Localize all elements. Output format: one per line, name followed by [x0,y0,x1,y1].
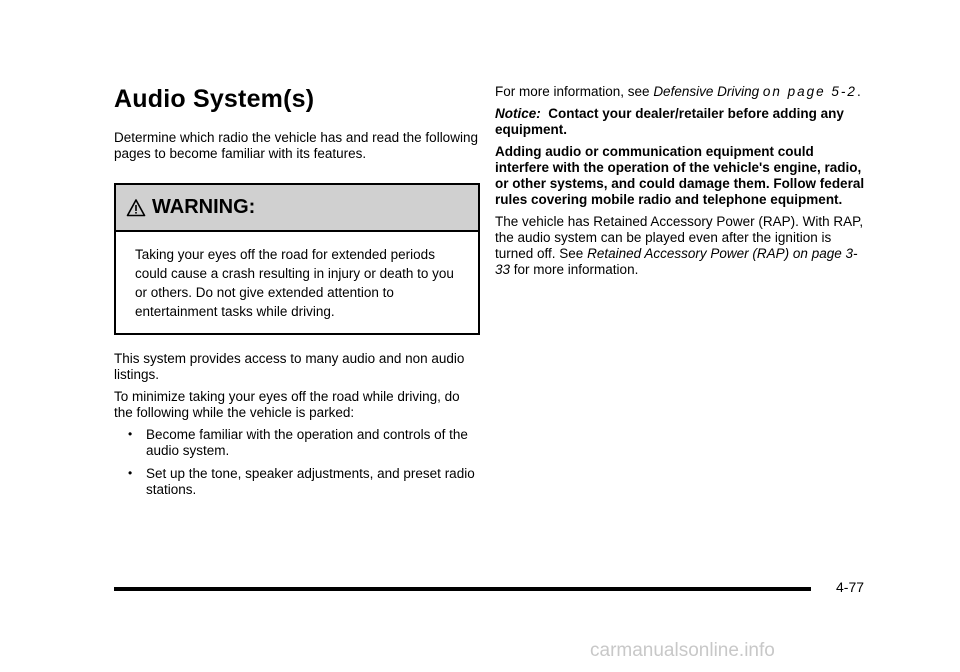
intro-paragraph: Determine which radio the vehicle has and read the following pages to become familiar with its features. [114,130,478,161]
warning-body: Taking your eyes off the road for extended periods could cause a crash resulting in injury or death to you or others. Do not give extended attention to entertainment tasks while driving. [135,247,454,319]
warning-header [116,185,478,232]
watermark: carmanualsonline.info [590,640,775,661]
warning-title: WARNING: [152,196,256,218]
notice-label: Notice: [495,106,541,121]
paragraph-equipment-warning: Adding audio or communication equipment could interfere with the operation of the vehicle's engine, radio, or other systems, and could damage them. Follow federal rules covering mobile radio and telephone equipment. [495,144,865,207]
defensive-driving-link[interactable]: Defensive Driving [653,84,760,99]
page-number: 4-77 [836,579,865,595]
warning-triangle-icon [126,198,146,218]
page-reference: on page 5-2 [762,84,857,99]
left-column [114,84,480,505]
bullet-icon: • [128,427,133,441]
list-item: • Become familiar with the operation and controls of the audio system. [128,427,468,458]
page-reference: on page 3-33 [495,246,858,277]
bullet-icon: • [128,466,133,480]
page-title: Audio System(s) [114,85,315,113]
notice-paragraph: Notice: Contact your dealer/retailer before adding any equipment. [495,106,844,137]
right-column [495,84,867,278]
paragraph-system-access: This system provides access to many audio and non audio listings. [114,351,465,382]
rap-link[interactable]: Retained Accessory Power (RAP) [587,246,790,261]
list-item: • Set up the tone, speaker adjustments, and preset radio stations. [128,466,475,497]
warning-box [114,183,480,335]
paragraph-more-info: For more information, see Defensive Driving on page 5-2. [495,84,861,99]
bullet-list [114,427,480,498]
paragraph-rap: The vehicle has Retained Accessory Power (RAP). With RAP, the audio system can be played even after the ignition is turned off. See Retained Accessory Power (RAP) on page 3-33 for more information. [495,214,864,277]
paragraph-minimize: To minimize taking your eyes off the road while driving, do the following while the vehicle is parked: [114,389,460,420]
footer-rule [114,587,811,591]
